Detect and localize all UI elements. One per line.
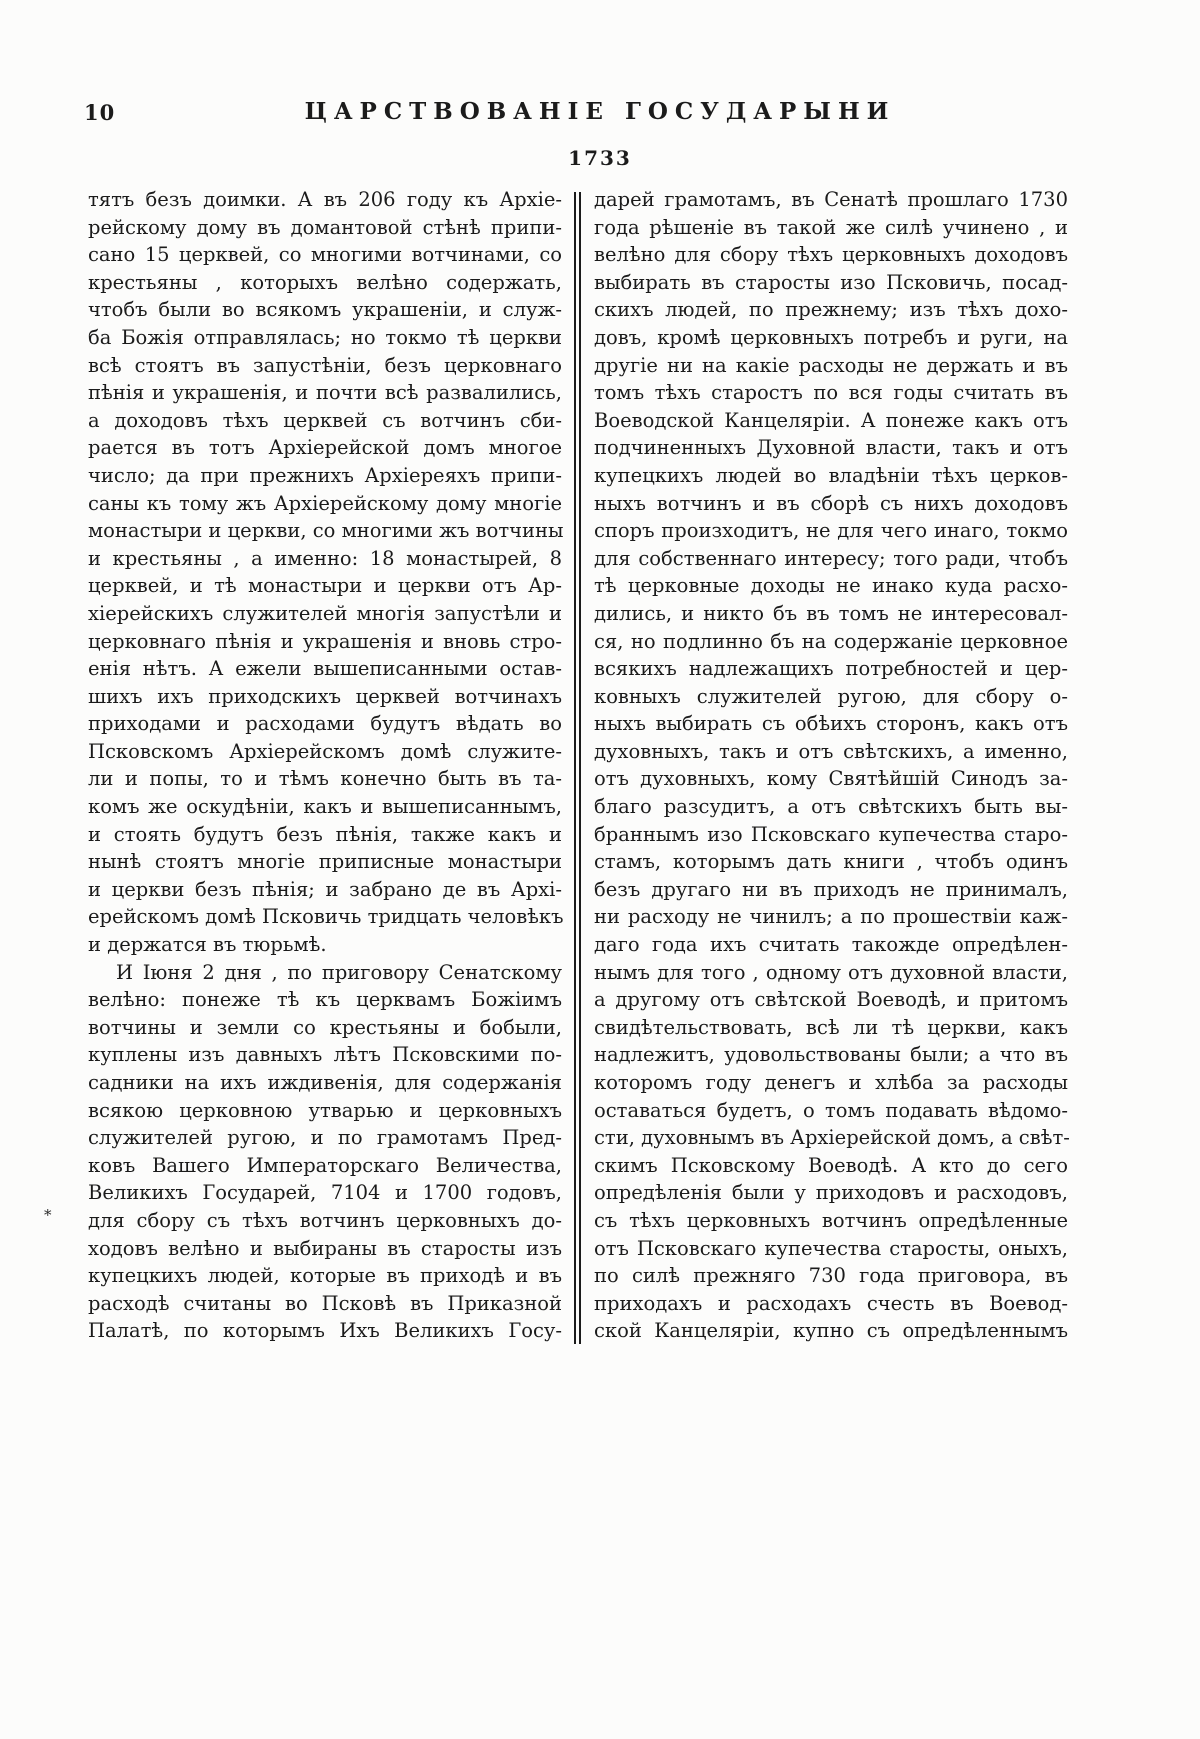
text-line: вотчины и земли со крестьяны и бобыли, bbox=[88, 1015, 562, 1039]
text-line: духовныхъ, такъ и отъ свѣтскихъ, а именно, bbox=[594, 739, 1068, 763]
text-line: другіе ни на какіе расходы не держать и въ bbox=[594, 353, 1068, 377]
text-line: скимъ Псковскому Воеводѣ. А кто до сего bbox=[594, 1153, 1068, 1177]
text-line: браннымъ изо Псковскаго купечества старо- bbox=[594, 822, 1068, 846]
text-line: даго года ихъ считать такожде опредѣлен- bbox=[594, 933, 1068, 957]
text-line: Великихъ Государей, 7104 и 1700 годовъ, bbox=[88, 1181, 562, 1205]
page-header-year: 1733 bbox=[568, 146, 632, 170]
text-line: хіерейскихъ служителей многія запустѣли и bbox=[88, 601, 562, 625]
text-line: всякою церковною утварью и церковныхъ bbox=[88, 1098, 562, 1122]
text-line: а другому отъ свѣтской Воеводѣ, и притомъ bbox=[594, 988, 1068, 1012]
text-line: велѣно для сбору тѣхъ церковныхъ доходовъ bbox=[594, 243, 1068, 267]
text-line: стамъ, которымъ дать книги , чтобъ одинъ bbox=[594, 850, 1068, 874]
text-line: пѣнія и украшенія, и почти всѣ развалились, bbox=[88, 381, 562, 405]
text-line: и крестьяны , а именно: 18 монастырей, 8 bbox=[88, 546, 562, 570]
text-line: подчиненныхъ Духовной власти, такъ и отъ bbox=[594, 436, 1068, 460]
text-line: благо разсудитъ, а отъ свѣтскихъ быть вы- bbox=[594, 795, 1068, 819]
text-line: а доходовъ тѣхъ церквей съ вотчинъ сби- bbox=[88, 408, 562, 432]
text-line: оставаться будетъ, о томъ подавать вѣдомо- bbox=[594, 1098, 1068, 1122]
text-line: дарей грамотамъ, въ Сенатѣ прошлаго 1730 bbox=[594, 188, 1068, 211]
text-line: купецкихъ людей, которые въ приходѣ и въ bbox=[88, 1264, 562, 1288]
text-line: церковнаго пѣнія и украшенія и вновь стро- bbox=[88, 629, 562, 653]
text-line: скихъ людей, по прежнему; изъ тѣхъ дохо- bbox=[594, 298, 1068, 322]
text-line: отъ духовныхъ, кому Святѣйшій Синодъ за- bbox=[594, 767, 1068, 791]
text-line: купецкихъ людей во владѣніи тѣхъ церков- bbox=[594, 463, 1068, 487]
text-line: ныхъ вотчинъ и въ сборѣ съ нихъ доходовъ bbox=[594, 491, 1068, 515]
text-line: тѣ церковные доходы не инако куда расхо- bbox=[594, 574, 1068, 598]
text-line: и держатся въ тюрьмѣ. bbox=[88, 933, 327, 957]
text-line: ныхъ выбирать съ обѣихъ сторонъ, какъ отъ bbox=[594, 712, 1068, 736]
text-line: ской Канцеляріи, купно съ опредѣленнымъ bbox=[594, 1319, 1068, 1343]
text-line: число; да при прежнихъ Архіереяхъ припи- bbox=[88, 463, 562, 487]
page-number: 10 bbox=[84, 100, 116, 125]
text-line: споръ произходитъ, не для чего инаго, токмо bbox=[594, 519, 1068, 543]
text-line: довъ, кромѣ церковныхъ потребъ и руги, на bbox=[594, 325, 1068, 349]
text-line: года рѣшеніе въ такой же силѣ учинено , и bbox=[594, 215, 1068, 239]
text-line: садники на ихъ иждивенія, для содержанія bbox=[88, 1071, 562, 1094]
text-line: Воеводской Канцеляріи. А понеже какъ отъ bbox=[594, 408, 1068, 432]
text-line: монастыри и церкви, со многими жъ вотчины bbox=[88, 519, 564, 543]
text-line: тятъ безъ доимки. А въ 206 году къ Архіе- bbox=[88, 188, 562, 211]
text-line: безъ другаго ни въ приходъ не принималъ, bbox=[594, 877, 1068, 901]
column-divider-rule bbox=[574, 192, 581, 1344]
text-line: ковныхъ служителей ругою, для сбору о- bbox=[594, 684, 1068, 708]
text-line: саны къ тому жъ Архіерейскому дому многіе bbox=[88, 491, 562, 515]
text-line: служителей ругою, и по грамотамъ Пред- bbox=[88, 1126, 562, 1150]
margin-mark: * bbox=[44, 1206, 52, 1224]
text-line: ерейскомъ домѣ Псковичь тридцать человѣкъ bbox=[88, 905, 564, 929]
text-line: приходахъ и расходахъ счесть въ Воевод- bbox=[594, 1291, 1068, 1315]
text-line: съ тѣхъ церковныхъ вотчинъ опредѣленные bbox=[594, 1208, 1068, 1232]
text-line: дились, и никто бъ въ томъ не интересовал- bbox=[594, 601, 1068, 625]
text-line: комъ же оскудѣніи, какъ и вышеписаннымъ, bbox=[88, 795, 562, 819]
text-line: нымъ для того , одному отъ духовной власти, bbox=[594, 960, 1068, 984]
text-line: ходовъ велѣно и выбираны въ старосты изъ bbox=[88, 1236, 562, 1260]
text-line: отъ Псковскаго купечества старосты, оныхъ, bbox=[594, 1236, 1068, 1260]
text-line: рейскому дому въ домантовой стѣнѣ припи- bbox=[88, 215, 562, 239]
text-line: нынѣ стоятъ многіе приписные монастыри bbox=[88, 850, 562, 874]
text-line: и стоять будутъ безъ пѣнія, также какъ и bbox=[88, 822, 562, 846]
text-line: свидѣтельствовать, всѣ ли тѣ церкви, какъ bbox=[594, 1015, 1068, 1039]
text-line: Палатѣ, по которымъ Ихъ Великихъ Госу- bbox=[88, 1319, 562, 1343]
text-line: куплены изъ давныхъ лѣтъ Псковскими по- bbox=[88, 1043, 562, 1067]
text-line: выбирать въ старосты изо Псковичь, посад- bbox=[594, 270, 1068, 294]
text-line: велѣно: понеже тѣ къ церквамъ Божіимъ bbox=[88, 988, 562, 1012]
text-line: приходами и расходами будутъ вѣдать во bbox=[88, 712, 562, 736]
text-line: всѣ стоятъ въ запустѣніи, безъ церковнаго bbox=[88, 353, 562, 377]
text-line: опредѣленія были у приходовъ и расходовъ, bbox=[594, 1181, 1068, 1205]
text-line: крестьяны , которыхъ велѣно содержать, bbox=[88, 270, 562, 294]
text-line: расходѣ считаны во Псковѣ въ Приказной bbox=[88, 1291, 562, 1315]
text-line: которомъ году денегъ и хлѣба за расходы bbox=[594, 1071, 1068, 1094]
text-line: и церкви безъ пѣнія; и забрано де въ Архі- bbox=[88, 877, 562, 901]
text-line: для сбору съ тѣхъ вотчинъ церковныхъ до- bbox=[88, 1208, 562, 1232]
text-line: рается въ тотъ Архіерейской домъ многое bbox=[88, 436, 562, 460]
text-line: ся, но подлинно бъ на содержаніе церковное bbox=[594, 629, 1068, 653]
text-line: ни расходу не чинилъ; а по прошествіи каж- bbox=[594, 905, 1068, 929]
column-left bbox=[88, 186, 562, 1345]
page-header-title: ЦАРСТВОВАНІЕ ГОСУДАРЫНИ bbox=[304, 98, 896, 125]
text-line: шихъ ихъ приходскихъ церквей вотчинахъ bbox=[88, 684, 562, 708]
text-line: И Іюня 2 дня , по приговору Сенатскому bbox=[116, 960, 562, 984]
column-right bbox=[594, 186, 1068, 1345]
text-line: для собственнаго интересу; того ради, чтобъ bbox=[594, 546, 1068, 570]
text-line: церквей, и тѣ монастыри и церкви отъ Ар- bbox=[88, 574, 562, 598]
text-line: ли и попы, то и тѣмъ конечно быть въ та- bbox=[88, 767, 562, 791]
text-line: чтобъ были во всякомъ украшеніи, и служ- bbox=[88, 298, 562, 322]
text-line: надлежитъ, удовольствованы были; а что въ bbox=[594, 1043, 1068, 1067]
text-line: всякихъ надлежащихъ потребностей и цер- bbox=[594, 657, 1068, 681]
text-line: Псковскомъ Архіерейскомъ домѣ служите- bbox=[88, 739, 562, 763]
text-line: сано 15 церквей, со многими вотчинами, со bbox=[88, 243, 562, 267]
text-line: сти, духовнымъ въ Архіерейской домъ, а свѣт- bbox=[594, 1126, 1070, 1150]
text-line: томъ тѣхъ старостъ по вся годы считать въ bbox=[594, 381, 1068, 405]
text-line: ковъ Вашего Императорскаго Величества, bbox=[88, 1153, 562, 1177]
text-line: ба Божія отправлялась; но токмо тѣ церкви bbox=[88, 325, 562, 349]
text-line: по силѣ прежняго 730 года приговора, въ bbox=[594, 1264, 1068, 1288]
text-line: енія нѣтъ. А ежели вышеписанными остав- bbox=[88, 657, 562, 681]
